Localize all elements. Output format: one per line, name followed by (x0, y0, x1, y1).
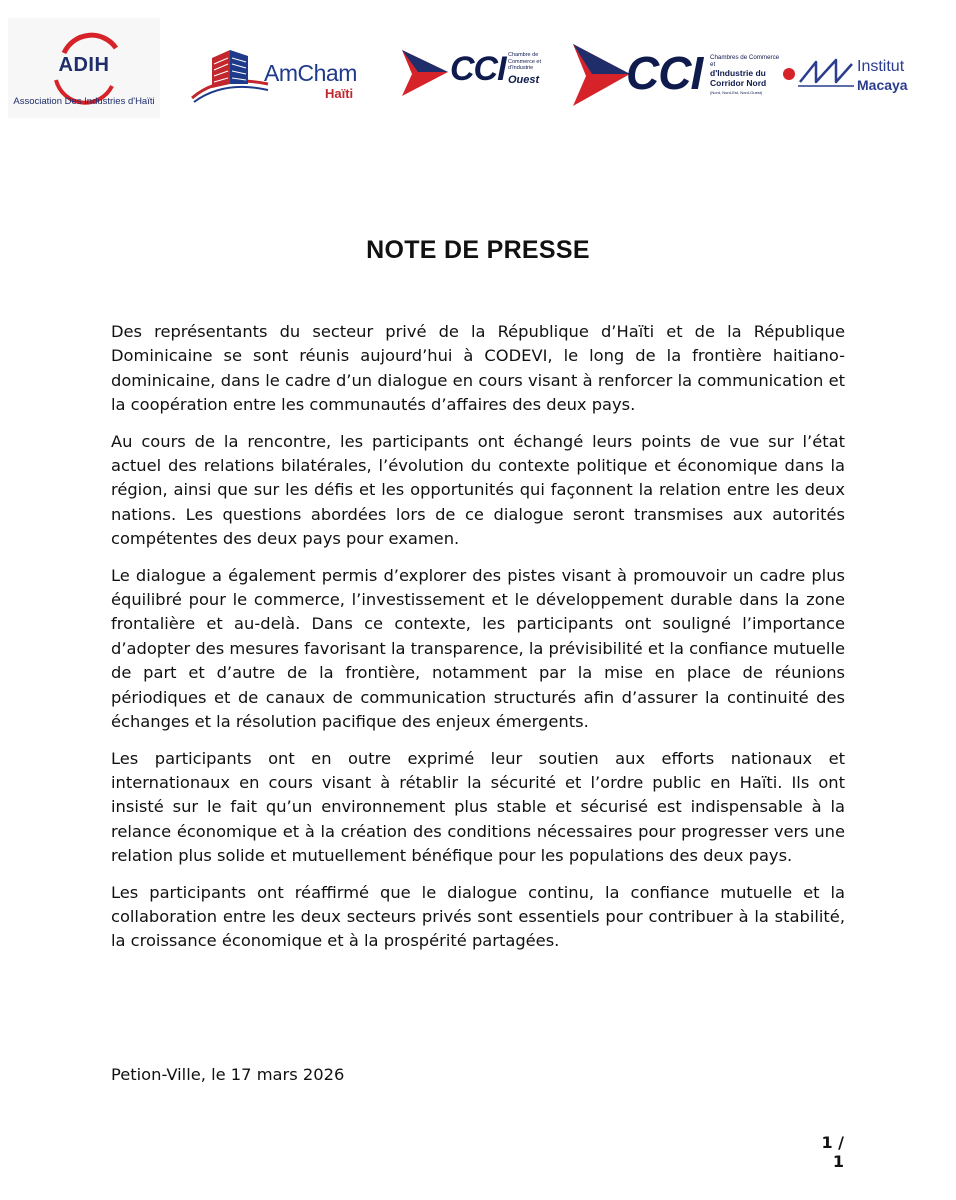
paragraph-5: Les participants ont réaffirmé que le dialogue continu, la confiance mutuelle et la collaboration entre les deux secteurs privés sont essentiels pour contribuer à la stabilité, la croissance économique et à la prospérité partagées. (111, 882, 845, 951)
adih-subtitle: Association Des Industries d'Haïti (13, 96, 155, 107)
cci-ouest-region: Ouest (508, 74, 540, 86)
paragraph-2: Au cours de la rencontre, les participants ont échangé leurs points de vue sur l’état actuel des relations bilatérales, l’évolution du contexte politique et économique dans la région, ainsi que sur les défis et les opportunités qui façonnent la relation entre les deux nations. Les questions abordées lors de ce dialogue seront transmises aux autorités compétentes des deux pays pour examen. (111, 431, 845, 549)
macaya-word-macaya: Macaya (857, 77, 908, 93)
cci-nord-logo (570, 40, 780, 112)
amcham-country: Haïti (325, 86, 354, 101)
cci-nord-arrow-icon (570, 40, 632, 112)
cci-nord-micro-text: (Nord, Nord-Est, Nord-Ouest) (710, 90, 763, 95)
amcham-building-icon (190, 44, 270, 108)
cci-ouest-letters: CCI (450, 50, 506, 88)
document-title: NOTE DE PRESSE (366, 236, 590, 264)
paragraph-4: Les participants ont en outre exprimé leur soutien aux efforts nationaux et internationaux en cours visant à rétablir la sécurité et l’ordre public en Haïti. Ils ont insisté sur le fait qu’un environnement plus stable et sécurisé est indispensable à la relance économique et à la création des conditions nécessaires pour progresser vers une relation plus solide et mutuellement bénéfique pour les populations des deux pays. (111, 748, 845, 866)
cci-ouest-small-text: Chambre de Commerce et d'Industrie (508, 52, 542, 71)
adih-name: ADIH (58, 54, 110, 76)
cci-ouest-logo (398, 44, 548, 106)
cci-ouest-arrow-icon (398, 44, 450, 106)
paragraph-3: Le dialogue a également permis d’explorer des pistes visant à promouvoir un cadre plus équilibré pour le commerce, l’investissement et le développement durable dans la zone frontalière et au-delà. Dans ce contexte, les participants ont souligné l’importance d’adopter des mesures favorisant la transparence, la prévisibilité et la confiance mutuelle de part et d’autre de la frontière, notamment par la mise en place de réunions périodiques et de canaux de communication structurés afin d’assurer la continuité des échanges et la résolution pacifique des enjeux émergents. (111, 565, 845, 732)
macaya-word-institut: Institut (857, 58, 905, 75)
macaya-logo (780, 52, 930, 100)
cci-nord-region: d'Industrie du Corridor Nord (710, 68, 767, 88)
amcham-name: AmCham (264, 60, 357, 86)
amcham-logo (190, 44, 370, 108)
cci-nord-letters: CCI (626, 47, 703, 99)
paragraph-1: Des représentants du secteur privé de la République d’Haïti et de la République Dominicaine se sont réunis aujourd’hui à CODEVI, le long de la frontière haitiano-dominicaine, dans le cadre d’un dialogue en cours visant à renforcer la communication et la coopération entre les communautés d’affaires des deux pays. (111, 322, 845, 415)
cci-nord-small-text: Chambres de Commerce et (710, 54, 780, 69)
place-and-date: Petion-Ville, le 17 mars 2026 (111, 1065, 345, 1084)
page-number: 1 / 1 (821, 1133, 844, 1171)
adih-logo (8, 18, 160, 118)
macaya-mountain-icon (780, 52, 856, 100)
document-body (111, 320, 845, 966)
